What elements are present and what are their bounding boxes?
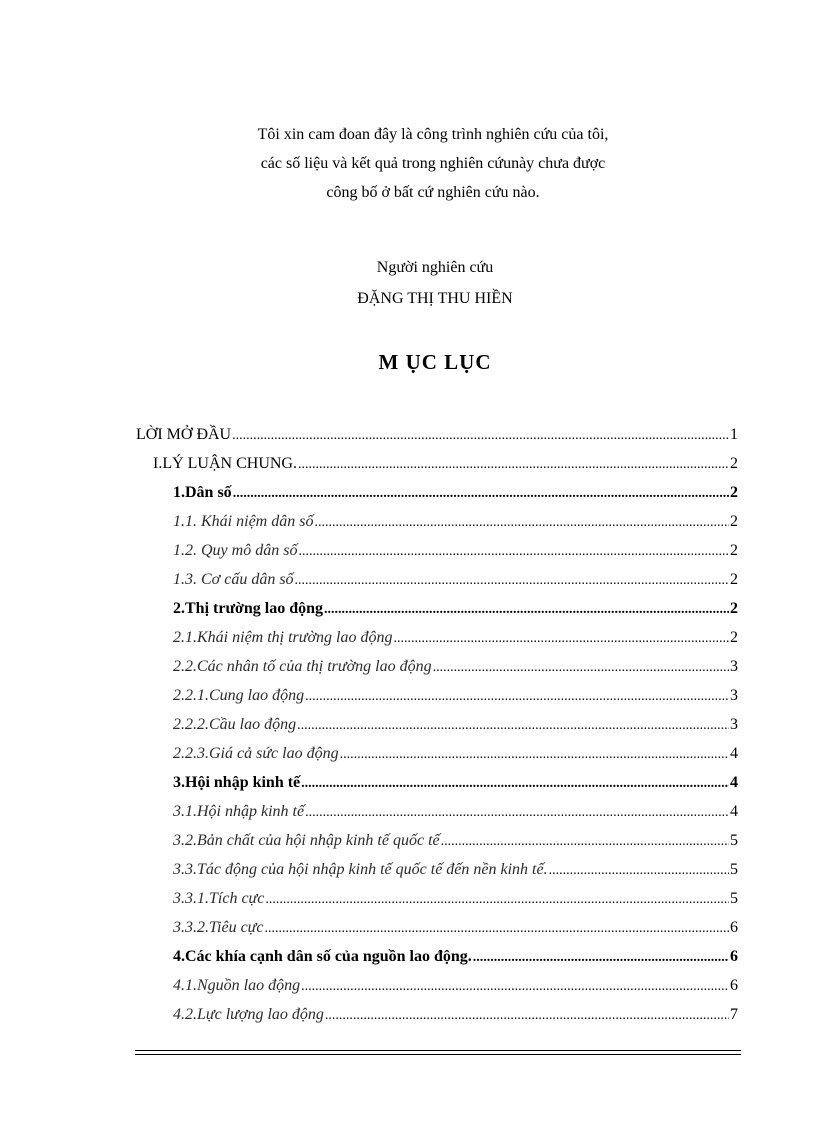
toc-leader-dots [232,421,729,450]
toc-entry-page: 4 [730,774,738,791]
toc-entry[interactable] [173,826,738,855]
toc-entry[interactable] [173,652,738,681]
signature-role: Người nghiên cứu [376,259,494,276]
toc-leader-dots [297,711,729,740]
toc-entry[interactable] [173,710,738,739]
toc-entry-page: 6 [730,948,738,965]
toc-entry-page: 3 [730,687,738,704]
toc-entry-page: 5 [730,861,738,878]
toc-leader-dots [301,972,729,1001]
toc-entry[interactable] [173,507,738,536]
toc-entry[interactable] [173,971,738,1000]
declaration-block [0,120,816,207]
toc-entry-page: 2 [730,513,738,530]
toc-entry[interactable] [173,623,738,652]
toc-entry-page: 5 [730,890,738,907]
toc-entry-page: 2 [730,455,738,472]
toc-entry-page: 5 [730,832,738,849]
toc-entry-label: 3.3.1.Tích cực [173,890,265,907]
toc-entry[interactable] [173,768,738,797]
toc-entry[interactable] [173,942,738,971]
toc-entry-label: 1.3. Cơ cấu dân số [173,571,294,588]
toc-entry-page: 3 [730,716,738,733]
toc-entry[interactable] [153,449,738,478]
toc-entry[interactable] [173,681,738,710]
toc-entry-label: 3.1.Hội nhập kinh tế [173,803,305,820]
toc-entry-page: 3 [730,658,738,675]
toc-entry-label: 2.2.3.Giá cả sức lao động [173,745,339,762]
toc-entry-page: 6 [730,919,738,936]
toc-entry-label: 3.2.Bản chất của hội nhập kinh tế quốc tế [173,832,440,849]
toc-leader-dots [265,885,729,914]
toc-leader-dots [340,740,729,769]
toc-leader-dots [325,1001,729,1030]
declaration-line: công bố ở bất cứ nghiên cứu nào. [326,184,540,201]
toc-leader-dots [433,653,729,682]
toc-leader-dots [295,566,729,595]
toc-leader-dots [473,943,729,972]
toc-entry[interactable] [173,1000,738,1029]
toc-entry-label: 1.Dân số [173,484,232,501]
toc-entry-page: 2 [730,600,738,617]
toc-entry-page: 2 [730,542,738,559]
toc-entry-label: 3.3.Tác động của hội nhập kinh tế quốc tế đến nền kinh tế. [173,861,548,878]
toc-entry-label: 1.2. Quy mô dân số [173,542,298,559]
toc-entry-page: 7 [730,1006,738,1023]
toc-entry-label: 3.3.2.Tiêu cực [173,919,264,936]
toc-leader-dots [265,914,730,943]
toc-leader-dots [305,798,729,827]
toc-entry[interactable] [173,913,738,942]
toc-leader-dots [298,537,729,566]
toc-entry[interactable] [173,565,738,594]
toc-entry-page: 2 [730,571,738,588]
toc-entry-page: 4 [730,803,738,820]
toc-entry-label: 2.2.2.Cầu lao động [173,716,297,733]
toc-title: M ỤC LỤC [378,350,492,374]
toc-leader-dots [549,856,729,885]
toc-leader-dots [324,595,729,624]
toc-entry-page: 1 [730,426,738,443]
footer-rule-bottom [135,1054,741,1055]
toc-entry-page: 2 [730,484,738,501]
toc-entry-label: 2.1.Khái niệm thị trường lao động [173,629,393,646]
toc-entry[interactable] [173,536,738,565]
toc-entry-label: 4.1.Nguồn lao động [173,977,301,994]
toc-leader-dots [233,479,729,508]
toc-entry[interactable] [173,884,738,913]
toc-entry-label: LỜI MỞ ĐẦU [136,426,232,443]
toc-leader-dots [441,827,729,856]
toc-entry-page: 2 [730,629,738,646]
toc-entry-label: 4.Các khía cạnh dân số của nguồn lao động. [173,948,472,965]
toc-leader-dots [298,450,729,479]
toc-entry-label: 2.2.1.Cung lao động [173,687,305,704]
declaration-line: Tôi xin cam đoan đây là công trình nghiên cứu của tôi, [257,126,609,143]
toc-leader-dots [314,508,729,537]
toc-entry-label: 1.1. Khái niệm dân số [173,513,314,530]
toc-entry[interactable] [173,855,738,884]
toc-entry[interactable] [173,478,738,507]
toc-entry-page: 4 [730,745,738,762]
toc-entry-label: 4.2.Lực lượng lao động [173,1006,324,1023]
toc-leader-dots [305,682,729,711]
declaration-line: các số liệu và kết quả trong nghiên cứunày chưa được [260,155,606,172]
toc-entry[interactable] [173,797,738,826]
toc-entry[interactable] [136,420,738,449]
toc-entry-label: I.LÝ LUẬN CHUNG. [153,455,297,472]
toc-entry[interactable] [173,739,738,768]
toc-entry-page: 6 [730,977,738,994]
toc-leader-dots [394,624,730,653]
footer-rule-top [135,1050,741,1051]
toc-entry[interactable] [173,594,738,623]
toc-leader-dots [301,769,729,798]
toc-entry-label: 2.2.Các nhân tố của thị trường lao động [173,658,432,675]
signature-name: ĐẶNG THỊ THU HIỀN [357,290,513,307]
toc-entry-label: 3.Hội nhập kinh tế [173,774,301,791]
signature-block [0,252,816,314]
toc-entry-label: 2.Thị trường lao động [173,600,324,617]
